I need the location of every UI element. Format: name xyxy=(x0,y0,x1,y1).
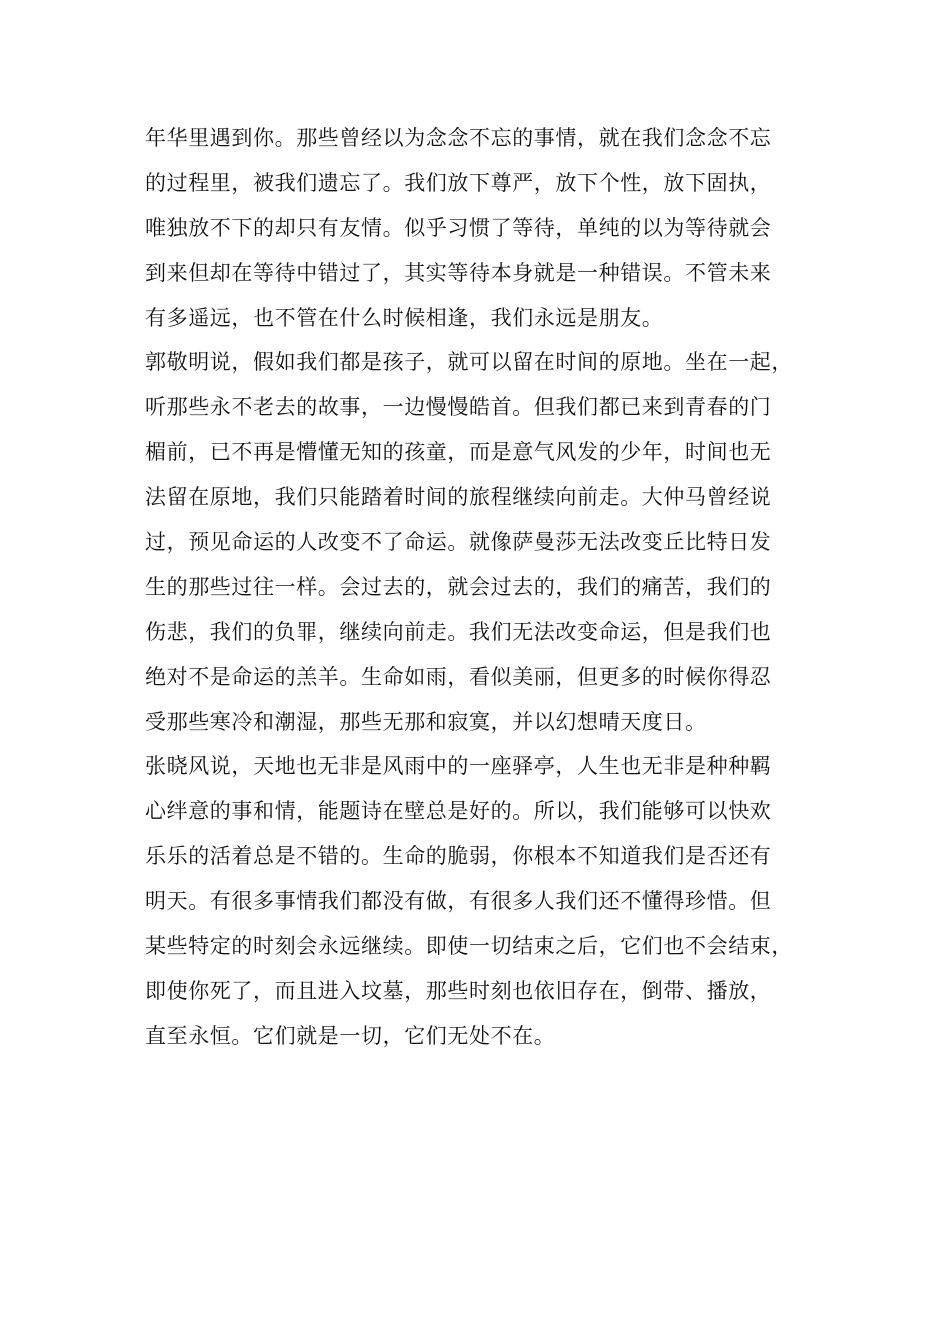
text-line: 过，预见命运的人改变不了命运。就像萨曼莎无法改变丘比特日发 xyxy=(145,530,772,555)
text-line: 法留在原地，我们只能踏着时间的旅程继续向前走。大仲马曾经说 xyxy=(145,485,772,510)
text-line: 受那些寒冷和潮湿，那些无那和寂寞，并以幻想晴天度日。 xyxy=(145,709,707,734)
text-line: 到来但却在等待中错过了，其实等待本身就是一种错误。不管未来 xyxy=(145,260,772,285)
body-text xyxy=(145,116,825,1059)
text-line: 心绊意的事和情，能题诗在壁总是好的。所以，我们能够可以快欢 xyxy=(145,799,772,824)
text-line: 某些特定的时刻会永远继续。即使一切结束之后，它们也不会结束， xyxy=(145,934,793,959)
text-line: 唯独放不下的却只有友情。似乎习惯了等待，单纯的以为等待就会 xyxy=(145,215,772,240)
text-line: 明天。有很多事情我们都没有做，有很多人我们还不懂得珍惜。但 xyxy=(145,889,772,914)
text-line: 张晓风说，天地也无非是风雨中的一座驿亭，人生也无非是种种羁 xyxy=(145,754,772,779)
text-line: 年华里遇到你。那些曾经以为念念不忘的事情，就在我们念念不忘 xyxy=(145,126,772,150)
text-line: 的过程里，被我们遗忘了。我们放下尊严，放下个性，放下固执， xyxy=(145,170,772,195)
text-line: 乐乐的活着总是不错的。生命的脆弱，你根本不知道我们是否还有 xyxy=(145,844,772,869)
text-line: 直至永恒。它们就是一切，它们无处不在。 xyxy=(145,1023,556,1048)
text-line: 伤悲，我们的负罪，继续向前走。我们无法改变命运，但是我们也 xyxy=(145,619,772,644)
text-line: 郭敬明说，假如我们都是孩子，就可以留在时间的原地。坐在一起， xyxy=(145,350,793,375)
text-line: 有多遥远，也不管在什么时候相逢，我们永远是朋友。 xyxy=(145,305,664,330)
text-line: 楣前，已不再是懵懂无知的孩童，而是意气风发的少年，时间也无 xyxy=(145,440,772,465)
text-line: 绝对不是命运的羔羊。生命如雨，看似美丽，但更多的时候你得忍 xyxy=(145,664,772,689)
text-line: 听那些永不老去的故事，一边慢慢皓首。但我们都已来到青春的门 xyxy=(145,395,772,420)
text-line: 生的那些过往一样。会过去的，就会过去的，我们的痛苦，我们的 xyxy=(145,574,772,599)
text-line: 即使你死了，而且进入坟墓，那些时刻也依旧存在，倒带、播放， xyxy=(145,978,772,1003)
